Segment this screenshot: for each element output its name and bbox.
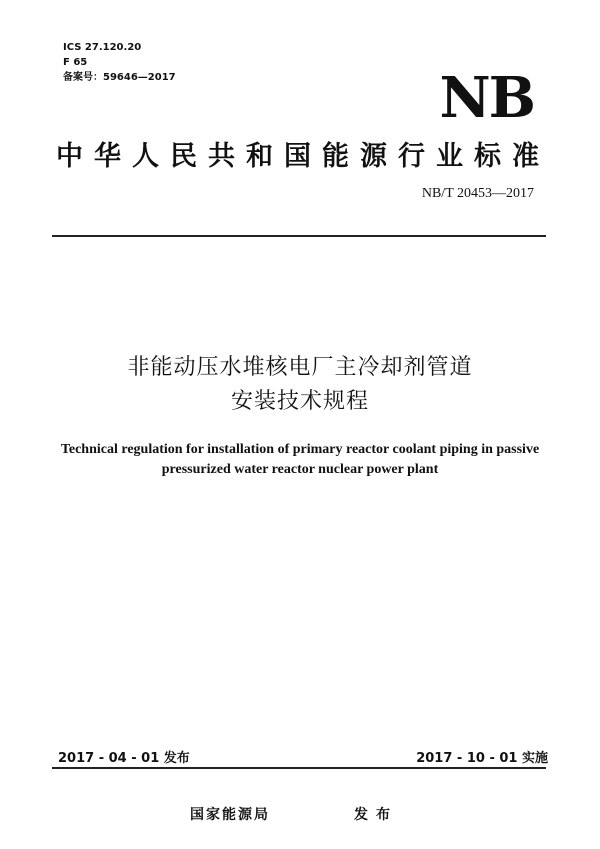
issue-date: 2017 - 04 - 01 发布 [58, 751, 190, 766]
title-cn-line-2: 安装技术规程 [230, 389, 369, 414]
title-cn-line-1: 非能动压水堆核电厂主冷却剂管道 [127, 355, 473, 380]
title-en-line-1: Technical regulation for installation of primary reactor coolant piping in passive [60, 442, 540, 457]
top-divider [52, 235, 546, 237]
record-number: 备案号：59646—2017 [63, 72, 176, 83]
ics-code: ICS 27.120.20 [63, 42, 142, 53]
title-en-line-2: pressurized water reactor nuclear power plant [161, 462, 439, 477]
document-title-chinese [0, 351, 600, 419]
class-code: F 65 [63, 57, 88, 68]
publish-label: 发布 [354, 807, 398, 823]
classification-block [63, 40, 176, 85]
standard-number: NB/T 20453—2017 [421, 186, 534, 201]
nb-logo: NB [439, 65, 534, 131]
standard-title: 中华人民共和国能源行业标准 [56, 141, 550, 172]
document-title-english [0, 440, 600, 480]
publisher-name: 国家能源局 [190, 807, 270, 823]
effective-date: 2017 - 10 - 01 实施 [416, 751, 548, 766]
bottom-divider [52, 767, 546, 769]
